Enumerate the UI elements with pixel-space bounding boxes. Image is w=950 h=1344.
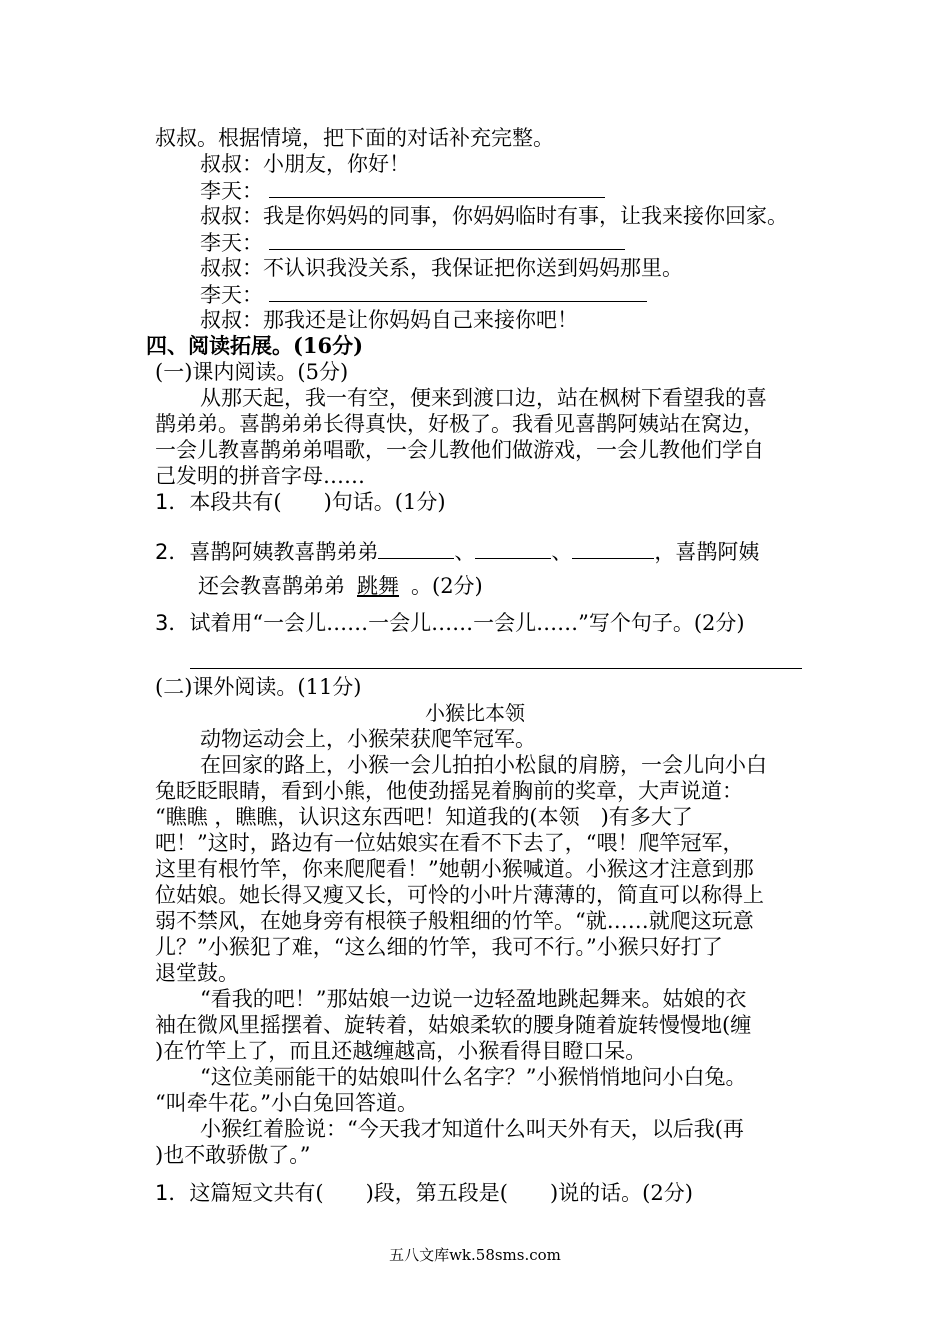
passage-line: 小猴红着脸说：“今天我才知道什么叫天外有天，以后我(再	[200, 1117, 744, 1141]
question-number: 1．	[155, 1181, 190, 1205]
dialogue-line	[200, 255, 683, 281]
dialogue-text: 我是你妈妈的同事，你妈妈临时有事，让我来接你回家。	[263, 204, 788, 228]
dialogue-line	[200, 229, 625, 256]
passage-line: 吧！”这时，路边有一位姑娘实在看不下去了，“喂！爬竿冠军，	[155, 831, 744, 855]
speaker: 叔叔：	[200, 204, 263, 228]
answer-blank[interactable]	[269, 177, 605, 198]
speaker: 叔叔：	[200, 152, 263, 176]
dialogue-text: 那我还是让你妈妈自己来接你吧！	[263, 308, 578, 332]
filled-answer: 跳舞	[357, 574, 399, 598]
part-heading: (二)课外阅读。(11分)	[155, 675, 362, 699]
passage-line: 从那天起，我一有空，便来到渡口边，站在枫树下看望我的喜	[200, 386, 767, 410]
section-heading: 四、阅读拓展。(16分)	[146, 333, 364, 358]
passage-line: 在回家的路上，小猴一会儿拍拍小松鼠的肩膀，一会儿向小白	[200, 753, 767, 777]
passage-line: )在竹竿上了，而且还越缠越高，小猴看得目瞪口呆。	[155, 1039, 647, 1063]
passage-line: “叫牵牛花。”小白兔回答道。	[155, 1091, 418, 1115]
footer-watermark: 五八文库wk.58sms.com	[389, 1246, 561, 1264]
passage-line: 儿？”小猴犯了难，“这么细的竹竿，我可不行。”小猴只好打了	[155, 935, 723, 959]
passage-line: 一会儿教喜鹊弟弟唱歌，一会儿教他们做游戏，一会儿教他们学自	[155, 438, 764, 462]
speaker: 叔叔：	[200, 308, 263, 332]
answer-blank[interactable]	[475, 538, 551, 559]
passage-line: 鹊弟弟。喜鹊弟弟长得真快，好极了。我看见喜鹊阿姨站在窝边，	[155, 412, 764, 436]
dialogue-line	[200, 203, 788, 229]
answer-blank[interactable]	[269, 229, 625, 250]
dialogue-line	[200, 151, 410, 177]
question-text: 还会教喜鹊弟弟	[198, 574, 345, 598]
passage-line: 兔眨眨眼睛，看到小熊，他使劲摇晃着胸前的奖章，大声说道：	[155, 779, 743, 803]
separator: 、	[454, 540, 476, 564]
question-1	[155, 1180, 693, 1206]
dialogue-intro: 叔叔。根据情境，把下面的对话补充完整。	[155, 126, 554, 150]
question-text: 本段共有( )句话。(1分)	[189, 490, 446, 514]
separator: 、	[551, 540, 573, 564]
dialogue-text: 不认识我没关系，我保证把你送到妈妈那里。	[263, 256, 683, 280]
question-2	[155, 538, 759, 565]
passage-line: “这位美丽能干的姑娘叫什么名字？”小猴悄悄地问小白兔。	[200, 1065, 747, 1089]
part-heading: (一)课内阅读。(5分)	[155, 360, 349, 384]
question-text: ，喜鹊阿姨	[654, 540, 760, 564]
question-text: 。(2分)	[411, 574, 483, 598]
answer-blank[interactable]	[572, 538, 654, 559]
passage-line: “瞧瞧 ，瞧瞧，认识这东西吧！知道我的(本领 )有多大了	[155, 805, 693, 829]
answer-line[interactable]	[190, 668, 802, 669]
passage-line: 这里有根竹竿，你来爬爬看！”她朝小猴喊道。小猴这才注意到那	[155, 857, 754, 881]
passage-line: 退堂鼓。	[155, 961, 239, 985]
question-3	[155, 610, 745, 636]
question-number: 2．	[155, 540, 190, 564]
question-text: 试着用“一会儿……一会儿……一会儿……”写个句子。(2分)	[189, 611, 745, 635]
passage-line: 动物运动会上，小猴荣获爬竿冠军。	[200, 727, 536, 751]
question-text: 这篇短文共有( )段，第五段是( )说的话。(2分)	[189, 1181, 693, 1205]
passage-line: 位姑娘。她长得又瘦又长，可怜的小叶片薄薄的，简直可以称得上	[155, 883, 764, 907]
speaker: 李天：	[200, 283, 263, 307]
speaker: 李天：	[200, 231, 263, 255]
question-number: 1．	[155, 490, 190, 514]
passage-line: 弱不禁风，在她身旁有根筷子般粗细的竹竿。“就……就爬这玩意	[155, 909, 754, 933]
story-title: 小猴比本领	[425, 701, 525, 725]
question-1	[155, 489, 446, 515]
passage-line: )也不敢骄傲了。”	[155, 1143, 311, 1167]
answer-blank[interactable]	[269, 281, 647, 302]
dialogue-line	[200, 307, 578, 333]
passage-line: 己发明的拼音字母……	[155, 464, 365, 488]
question-text: 喜鹊阿姨教喜鹊弟弟	[189, 540, 379, 564]
answer-blank[interactable]	[378, 538, 454, 559]
question-2-continued	[198, 573, 483, 599]
speaker: 叔叔：	[200, 256, 263, 280]
dialogue-line	[200, 281, 647, 308]
passage-line: 袖在微风里摇摆着、旋转着，姑娘柔软的腰身随着旋转慢慢地(缠	[155, 1013, 752, 1037]
question-number: 3．	[155, 611, 190, 635]
passage-line: “看我的吧！”那姑娘一边说一边轻盈地跳起舞来。姑娘的衣	[200, 987, 747, 1011]
dialogue-line	[200, 177, 605, 204]
dialogue-text: 小朋友，你好！	[263, 152, 410, 176]
speaker: 李天：	[200, 179, 263, 203]
